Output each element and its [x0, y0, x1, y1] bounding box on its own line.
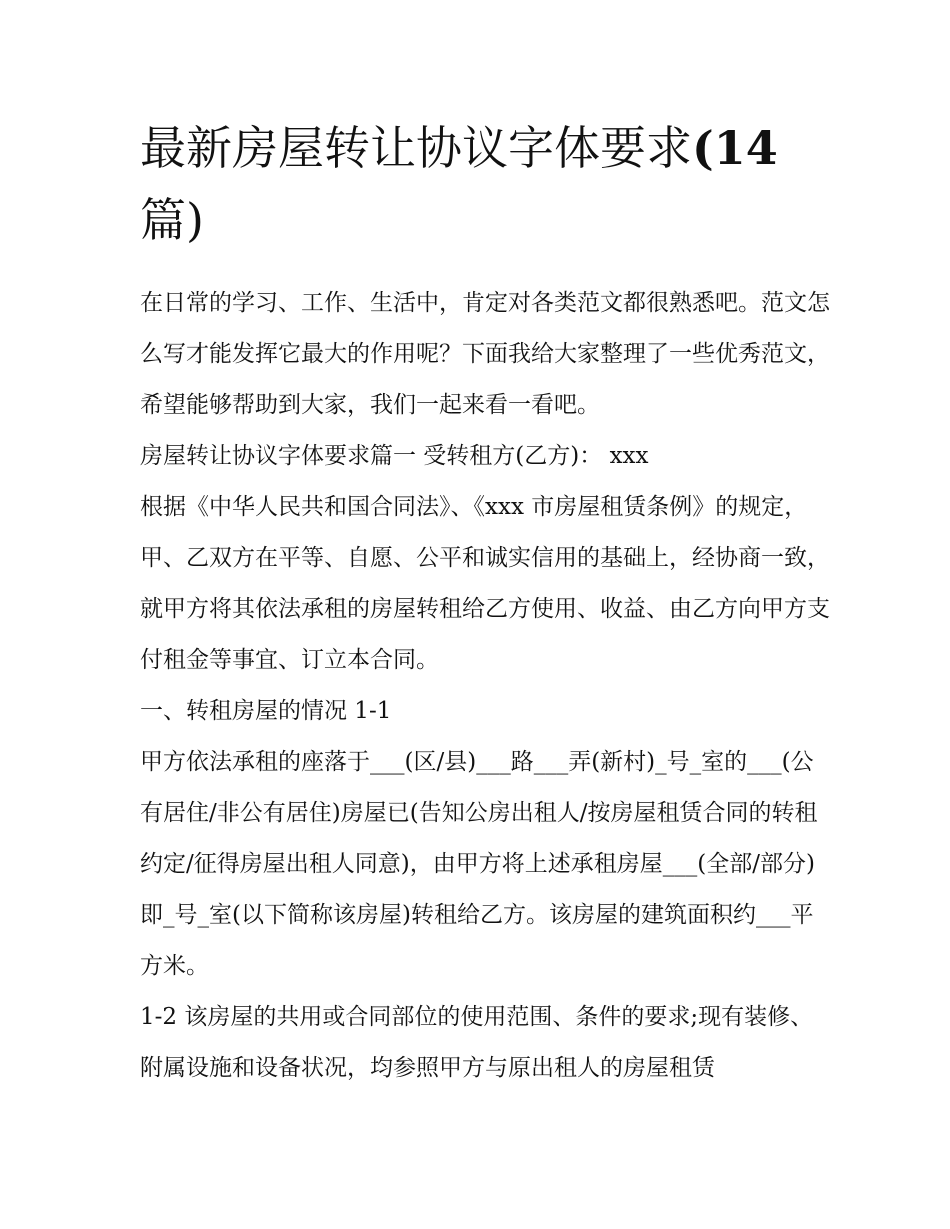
- title-suffix: (14: [692, 121, 778, 175]
- section-heading-2: 一、转租房屋的情况 1-1: [140, 698, 392, 724]
- title-main: 最新房屋转让协议字体要求: [140, 121, 692, 175]
- property-details-paragraph: 甲方依法承租的座落于___(区/县)___路___弄(新村)_号_室的___(公有居住/非公有居住)房屋已(告知公房出租人/按房屋租赁合同的转租约定/征得房屋出租人同意)，由甲方将上述承租房屋___(全部/部分)即_号_室(以下简称该房屋)转租给乙方。该房屋的建筑面积约___平方米。: [140, 749, 818, 979]
- document-title: [140, 112, 830, 256]
- title-line2: 篇): [140, 193, 204, 247]
- legal-basis-paragraph: 根据《中华人民共和国合同法》、《xxx 市房屋租赁条例》的规定，甲、乙双方在平等、自愿、公平和诚实信用的基础上，经协商一致，就甲方将其依法承租的房屋转租给乙方使用、收益、由乙方向甲方支付租金等事宜、订立本合同。: [140, 494, 830, 673]
- document-body: [140, 278, 830, 1094]
- intro-paragraph: 在日常的学习、工作、生活中，肯定对各类范文都很熟悉吧。范文怎么写才能发挥它最大的作用呢？下面我给大家整理了一些优秀范文，希望能够帮助到大家，我们一起来看一看吧。: [140, 290, 830, 418]
- section-heading-1: 房屋转让协议字体要求篇一 受转租方(乙方)： xxx: [140, 443, 649, 469]
- clause-1-2-paragraph: 1-2 该房屋的共用或合同部位的使用范围、条件的要求;现有装修、附属设施和设备状况，均参照甲方与原出租人的房屋租赁: [140, 1004, 814, 1081]
